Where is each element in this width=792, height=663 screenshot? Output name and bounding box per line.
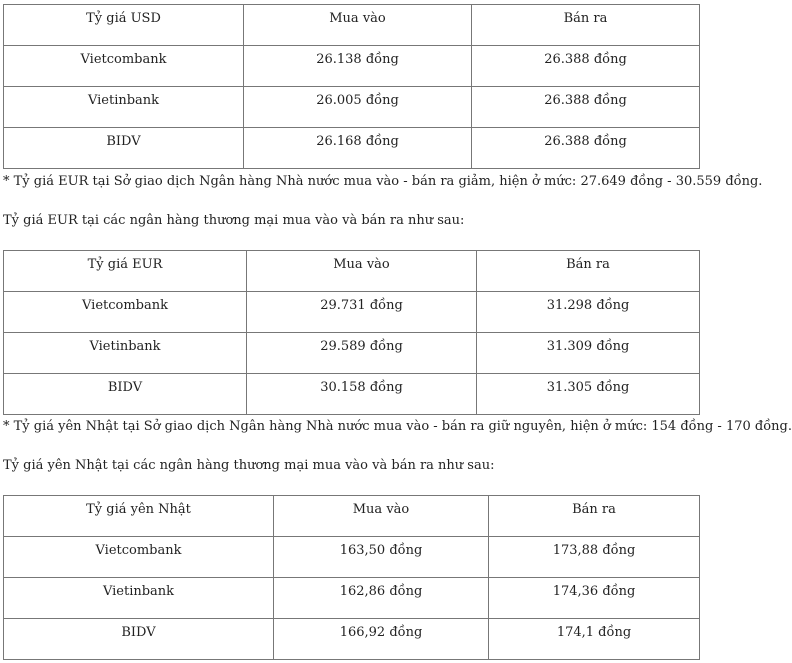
sell-rate-cell: 173,88 đồng [489,537,700,578]
buy-rate-cell: 163,50 đồng [274,537,489,578]
usd-rate-table [3,4,700,169]
table-header-row [4,496,700,537]
buy-rate-cell: 29.731 đồng [247,292,477,333]
table-header-cell: Bán ra [489,496,700,537]
table-header-row [4,5,700,46]
table-header-row [4,251,700,292]
table-header-cell: Mua vào [244,5,472,46]
table-row [4,619,700,660]
buy-rate-cell: 26.168 đồng [244,128,472,169]
buy-rate-cell: 26.005 đồng [244,87,472,128]
sell-rate-cell: 31.298 đồng [477,292,700,333]
table-row [4,374,700,415]
table-header-cell: Tỷ giá yên Nhật [4,496,274,537]
jpy-rate-table [3,495,700,660]
jpy-commercial-intro: Tỷ giá yên Nhật tại các ngân hàng thương mại mua vào và bán ra như sau: [3,458,495,473]
bank-name-cell: BIDV [4,619,274,660]
table-header-cell: Mua vào [274,496,489,537]
table-header-cell: Mua vào [247,251,477,292]
sell-rate-cell: 31.305 đồng [477,374,700,415]
table-header-cell: Tỷ giá USD [4,5,244,46]
bank-name-cell: Vietinbank [4,333,247,374]
bank-name-cell: Vietcombank [4,537,274,578]
table-header-cell: Tỷ giá EUR [4,251,247,292]
table-row [4,87,700,128]
bank-name-cell: Vietinbank [4,578,274,619]
sell-rate-cell: 174,36 đồng [489,578,700,619]
buy-rate-cell: 26.138 đồng [244,46,472,87]
table-header-cell: Bán ra [472,5,700,46]
table-row [4,537,700,578]
table-row [4,46,700,87]
sell-rate-cell: 31.309 đồng [477,333,700,374]
buy-rate-cell: 29.589 đồng [247,333,477,374]
bank-name-cell: Vietinbank [4,87,244,128]
table-header-cell: Bán ra [477,251,700,292]
table-row [4,333,700,374]
buy-rate-cell: 30.158 đồng [247,374,477,415]
eur-rate-table [3,250,700,415]
sell-rate-cell: 174,1 đồng [489,619,700,660]
jpy-state-bank-note: * Tỷ giá yên Nhật tại Sở giao dịch Ngân hàng Nhà nước mua vào - bán ra giữ nguyên, hiện ở mức: 154 đồng - 170 đồng. [3,419,792,434]
buy-rate-cell: 166,92 đồng [274,619,489,660]
sell-rate-cell: 26.388 đồng [472,128,700,169]
eur-commercial-intro: Tỷ giá EUR tại các ngân hàng thương mại mua vào và bán ra như sau: [3,213,465,228]
table-row [4,128,700,169]
eur-state-bank-note: * Tỷ giá EUR tại Sở giao dịch Ngân hàng Nhà nước mua vào - bán ra giảm, hiện ở mức: 27.649 đồng - 30.559 đồng. [3,174,763,189]
sell-rate-cell: 26.388 đồng [472,46,700,87]
buy-rate-cell: 162,86 đồng [274,578,489,619]
table-row [4,292,700,333]
bank-name-cell: BIDV [4,128,244,169]
bank-name-cell: Vietcombank [4,292,247,333]
sell-rate-cell: 26.388 đồng [472,87,700,128]
bank-name-cell: Vietcombank [4,46,244,87]
bank-name-cell: BIDV [4,374,247,415]
table-row [4,578,700,619]
